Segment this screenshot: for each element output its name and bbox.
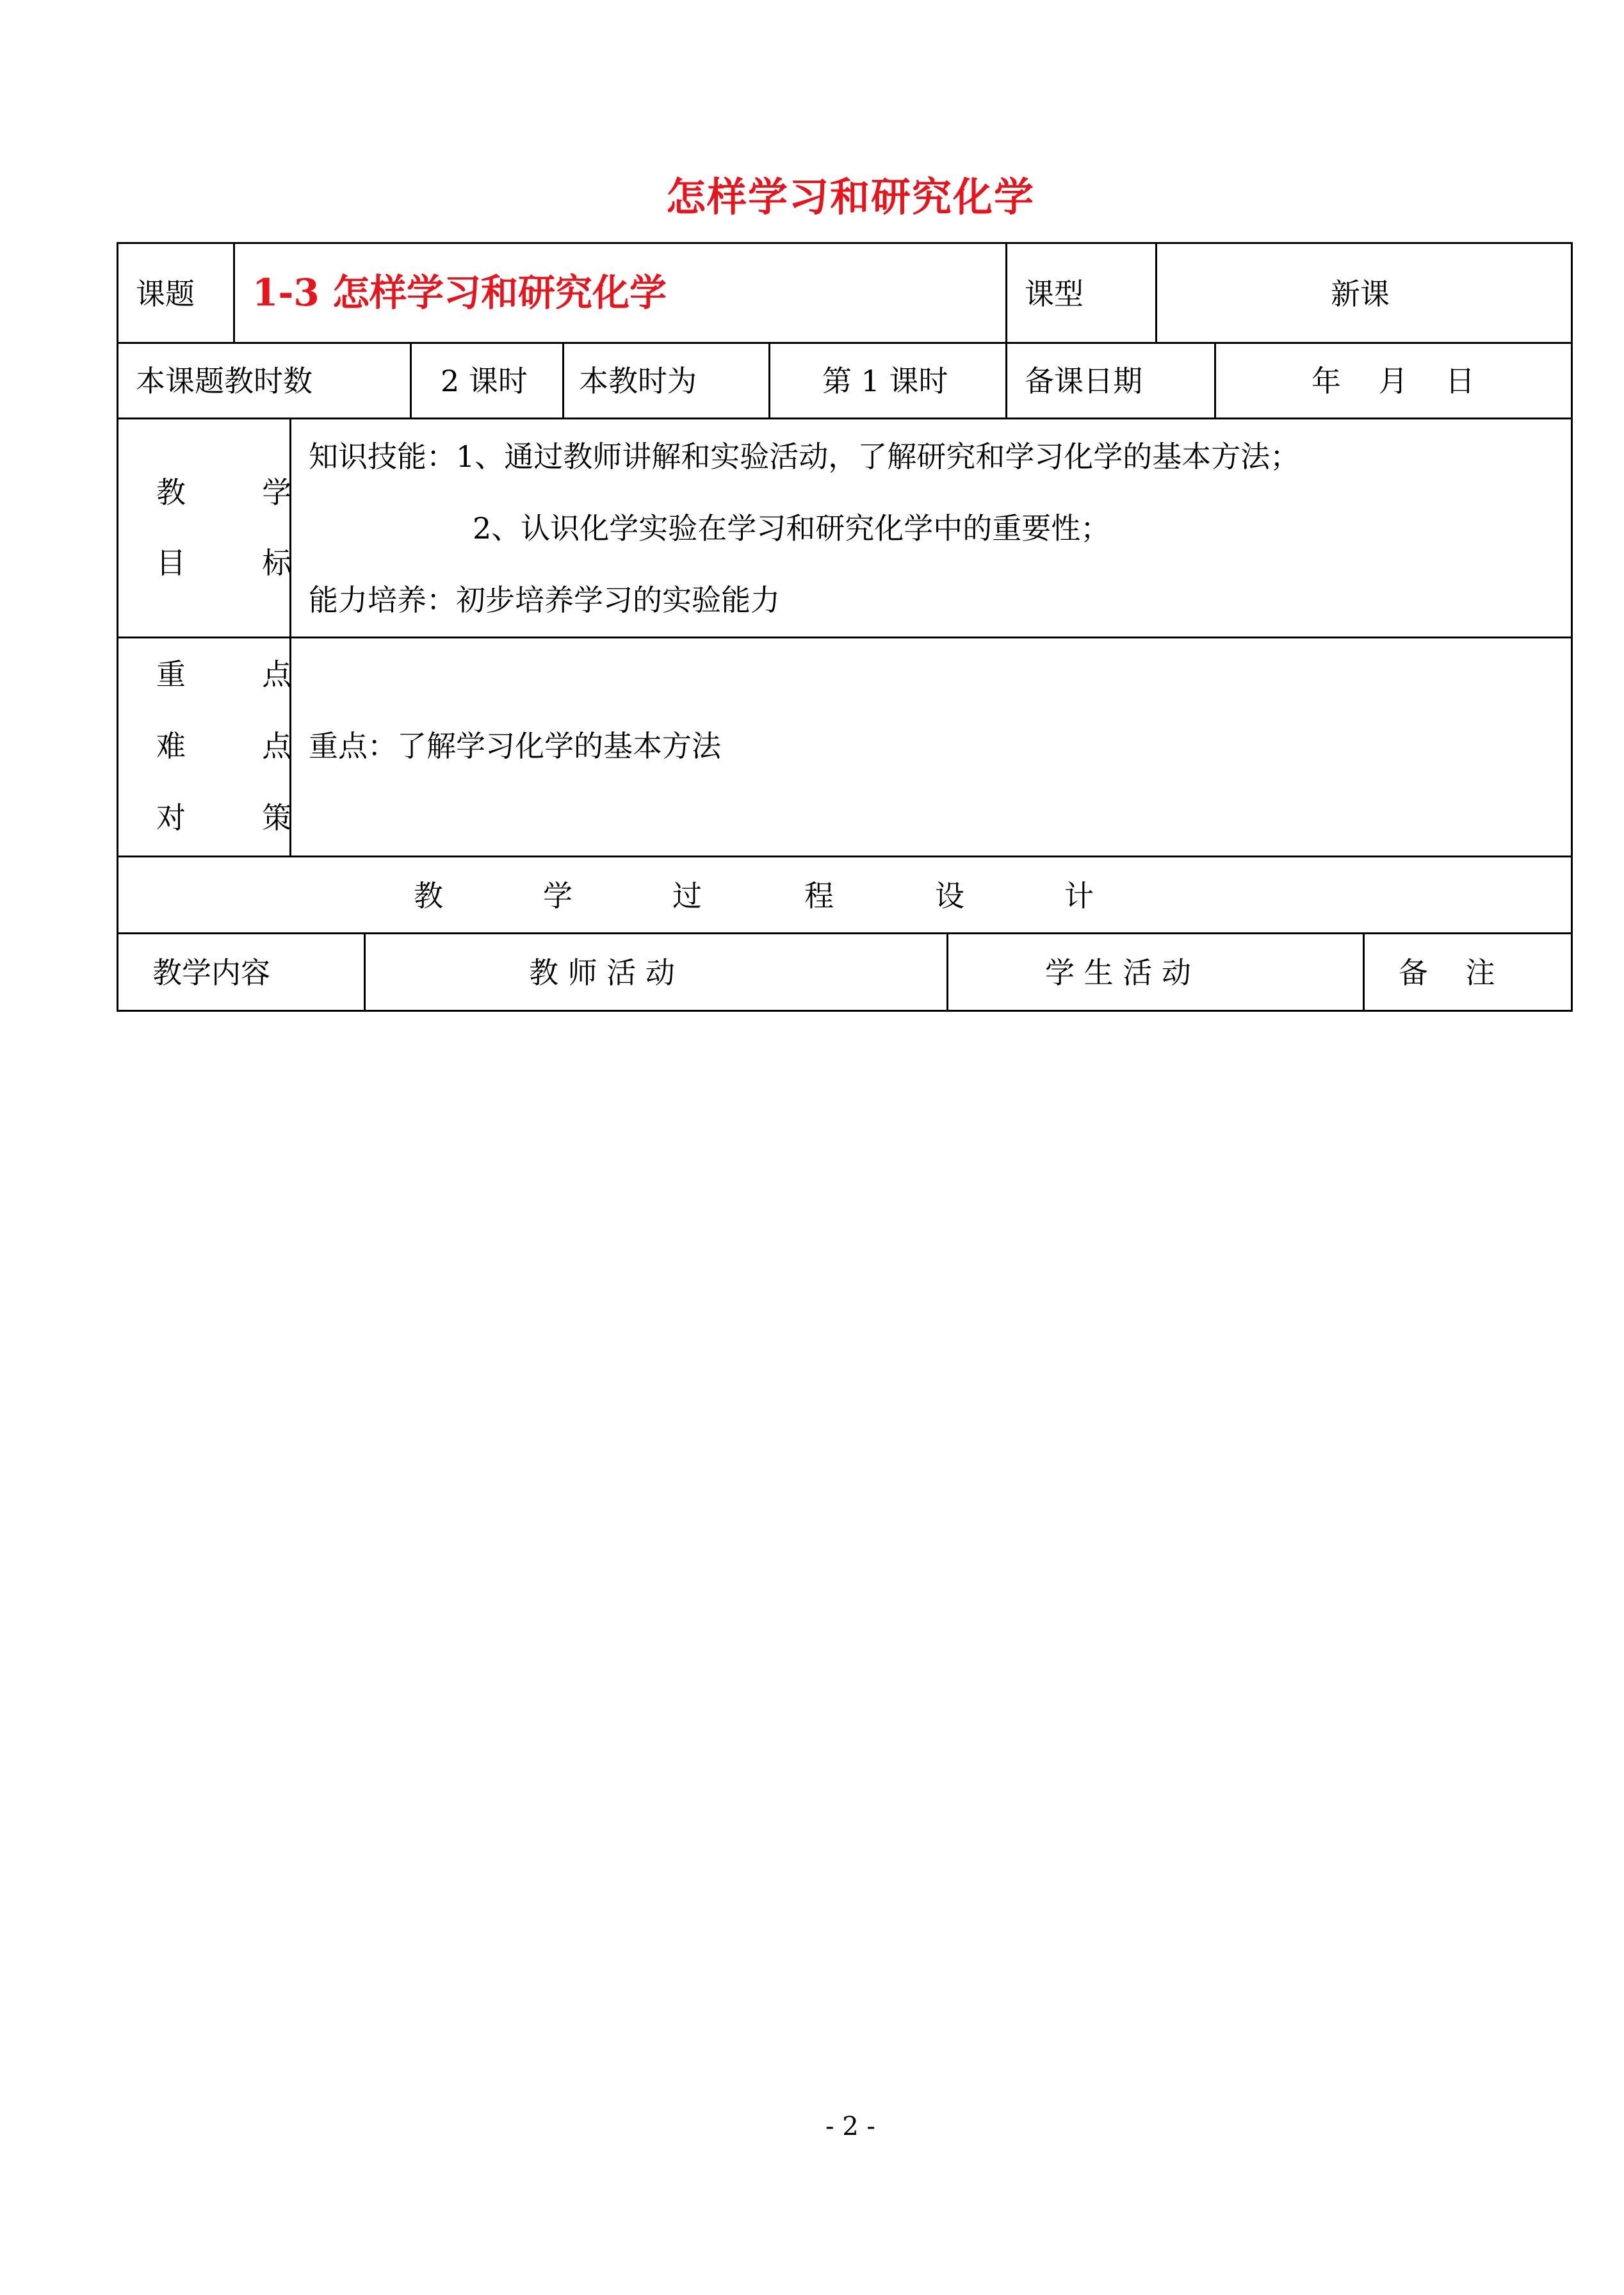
- keypoints-label-line1: 重 点: [156, 657, 311, 692]
- row-divider: [117, 932, 1573, 934]
- table-border: [117, 242, 1573, 1012]
- objective-ability: 能力培养：初步培养学习的实验能力: [309, 583, 780, 617]
- col-divider: [1155, 242, 1157, 343]
- col-divider: [1214, 342, 1216, 419]
- current-session-label: 本教时为: [579, 364, 697, 398]
- process-title-char: 计: [1064, 879, 1094, 913]
- col-divider: [768, 342, 770, 419]
- page-number: - 2 -: [825, 2112, 875, 2141]
- objectives-label-line1: 教 学: [156, 475, 311, 510]
- col-divider: [364, 932, 366, 1012]
- col-divider: [233, 242, 235, 343]
- row-divider: [117, 856, 1573, 857]
- row-divider: [117, 637, 1573, 638]
- total-hours-label: 本课题教时数: [136, 364, 313, 398]
- col-divider: [410, 342, 412, 419]
- prep-date-label: 备课日期: [1025, 364, 1142, 398]
- col-divider: [1005, 242, 1007, 343]
- process-title-char: 程: [804, 879, 834, 913]
- keypoints-label-line2: 难 点: [156, 729, 311, 763]
- objective-knowledge-2: 2、认识化学实验在学习和研究化学中的重要性；: [473, 511, 1110, 546]
- key-point-content: 重点：了解学习化学的基本方法: [309, 729, 721, 763]
- objective-knowledge: 知识技能：1、通过教师讲解和实验活动，了解研究和学习化学的基本方法；: [309, 439, 1300, 474]
- column-header-content: 教学内容: [152, 955, 270, 990]
- lesson-type-label: 课型: [1025, 277, 1084, 311]
- column-header-teacher: 教 师 活 动: [529, 955, 675, 990]
- current-session-value: 第 1 课时: [822, 364, 948, 398]
- col-divider: [562, 342, 564, 419]
- topic-label: 课题: [136, 277, 195, 311]
- lesson-type-value: 新课: [1331, 277, 1390, 311]
- column-header-student: 学 生 活 动: [1045, 955, 1191, 990]
- keypoints-label-line3: 对 策: [156, 800, 311, 835]
- col-divider: [1363, 932, 1365, 1012]
- prep-date-value: 年 月 日: [1311, 364, 1475, 398]
- row-divider: [117, 418, 1573, 419]
- process-title-char: 学: [543, 879, 572, 913]
- process-title-char: 过: [672, 879, 702, 913]
- process-title-char: 教: [414, 879, 443, 913]
- col-divider: [946, 932, 948, 1012]
- document-title: 怎样学习和研究化学: [665, 174, 1035, 220]
- process-title-char: 设: [935, 879, 964, 913]
- topic-value: 1-3 怎样学习和研究化学: [252, 271, 667, 314]
- row-divider: [117, 342, 1573, 344]
- column-header-notes: 备 注: [1399, 955, 1495, 990]
- col-divider: [1005, 342, 1007, 419]
- objectives-label-line2: 目 标: [156, 546, 311, 580]
- total-hours-value: 2 课时: [441, 364, 528, 398]
